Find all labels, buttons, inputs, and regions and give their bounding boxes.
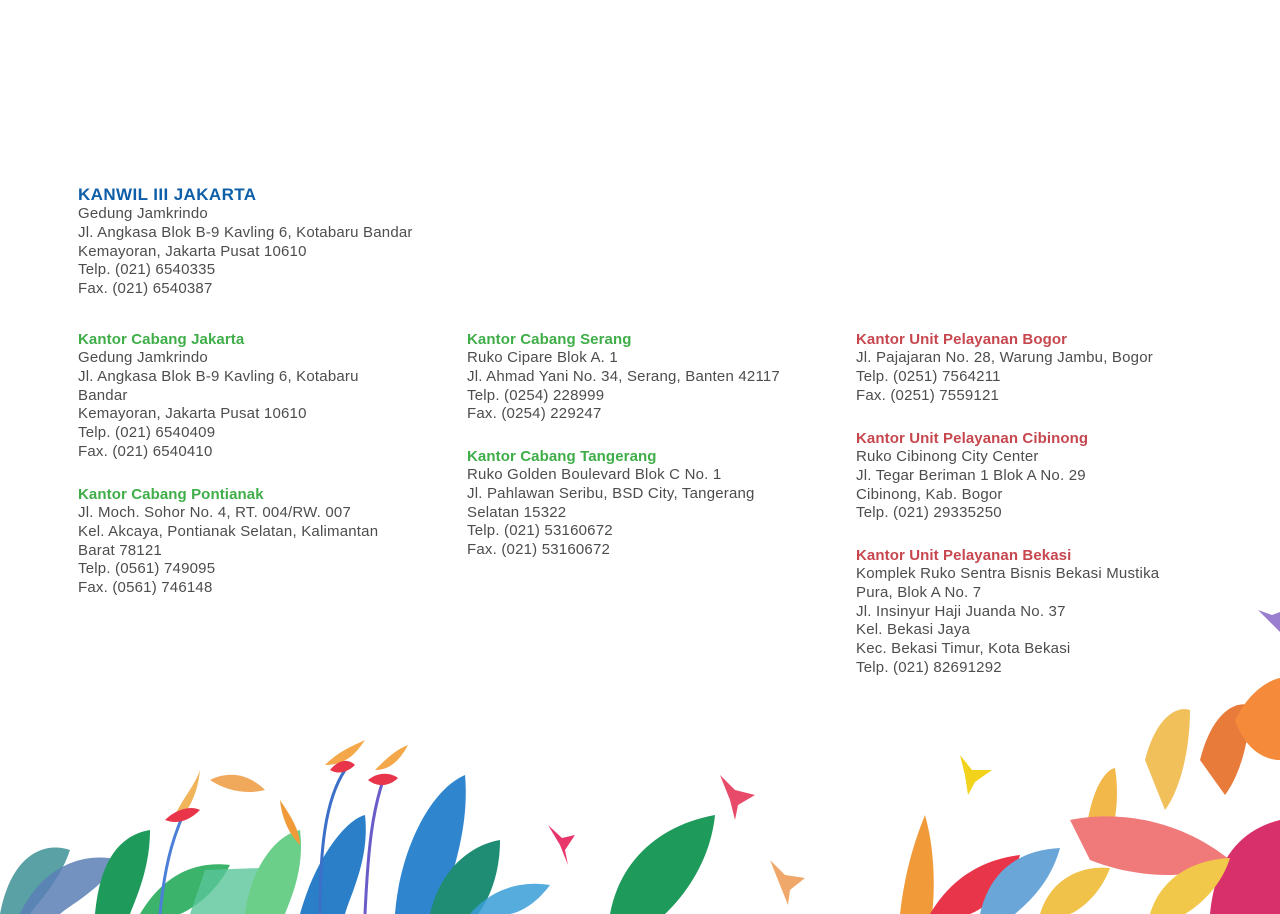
office-line: Telp. (0254) 228999: [467, 386, 605, 404]
office-line: Kel. Akcaya, Pontianak Selatan, Kalimantan: [78, 522, 379, 540]
office-line: Fax. (021) 53160672: [467, 541, 611, 559]
office-line: Telp. (0561) 749095: [78, 560, 216, 578]
office-line: Kemayoran, Jakarta Pusat 10610: [78, 405, 307, 423]
office-title: Kantor Unit Pelayanan Bogor: [856, 331, 1068, 348]
office-line: Jl. Angkasa Blok B-9 Kavling 6, Kotabaru: [78, 367, 359, 385]
office-line: Ruko Golden Boulevard Blok C No. 1: [467, 466, 722, 483]
kanwil-line: Gedung Jamkrindo: [78, 205, 208, 222]
kanwil-title: KANWIL III JAKARTA: [78, 185, 257, 204]
office-line: Pura, Blok A No. 7: [856, 583, 982, 601]
office-line: Jl. Pahlawan Seribu, BSD City, Tangerang: [467, 484, 755, 502]
office-line: Fax. (021) 6540410: [78, 442, 213, 460]
kanwil-line: Telp. (021) 6540335: [78, 261, 216, 279]
office-line: Telp. (021) 6540409: [78, 424, 216, 442]
office-line: Kel. Bekasi Jaya: [856, 621, 971, 639]
office-line: Gedung Jamkrindo: [78, 349, 208, 366]
office-line: Jl. Tegar Beriman 1 Blok A No. 29: [856, 466, 1086, 484]
office-title: Kantor Cabang Serang: [467, 331, 632, 348]
office-line: Fax. (0254) 229247: [467, 405, 602, 423]
office-line: Cibinong, Kab. Bogor: [856, 485, 1003, 503]
office-title: Kantor Cabang Jakarta: [78, 331, 245, 348]
office-line: Komplek Ruko Sentra Bisnis Bekasi Mustika: [856, 565, 1160, 582]
office-line: Fax. (0251) 7559121: [856, 386, 1000, 404]
office-line: Jl. Insinyur Haji Juanda No. 37: [856, 602, 1066, 620]
office-line: Bandar: [78, 386, 128, 404]
office-line: Jl. Ahmad Yani No. 34, Serang, Banten 42117: [467, 367, 780, 385]
office-line: Jl. Pajajaran No. 28, Warung Jambu, Bogor: [856, 349, 1153, 366]
office-line: Ruko Cipare Blok A. 1: [467, 349, 618, 366]
office-line: Fax. (0561) 746148: [78, 579, 213, 597]
office-line: Telp. (021) 29335250: [856, 504, 1002, 522]
kanwil-line: Jl. Angkasa Blok B-9 Kavling 6, Kotabaru Bandar: [78, 223, 413, 241]
office-line: Telp. (0251) 7564211: [856, 367, 1001, 385]
office-line: Kec. Bekasi Timur, Kota Bekasi: [856, 640, 1071, 658]
office-line: Barat 78121: [78, 541, 162, 559]
kanwil-line: Fax. (021) 6540387: [78, 280, 213, 298]
office-line: Telp. (021) 53160672: [467, 522, 613, 540]
office-title: Kantor Unit Pelayanan Cibinong: [856, 430, 1089, 447]
office-line: Telp. (021) 82691292: [856, 658, 1002, 676]
office-title: Kantor Cabang Pontianak: [78, 486, 264, 503]
office-title: Kantor Unit Pelayanan Bekasi: [856, 547, 1072, 564]
office-title: Kantor Cabang Tangerang: [467, 448, 657, 465]
office-line: Selatan 15322: [467, 503, 567, 521]
office-line: Ruko Cibinong City Center: [856, 448, 1039, 465]
office-line: Jl. Moch. Sohor No. 4, RT. 004/RW. 007: [78, 504, 352, 521]
kanwil-line: Kemayoran, Jakarta Pusat 10610: [78, 242, 307, 260]
